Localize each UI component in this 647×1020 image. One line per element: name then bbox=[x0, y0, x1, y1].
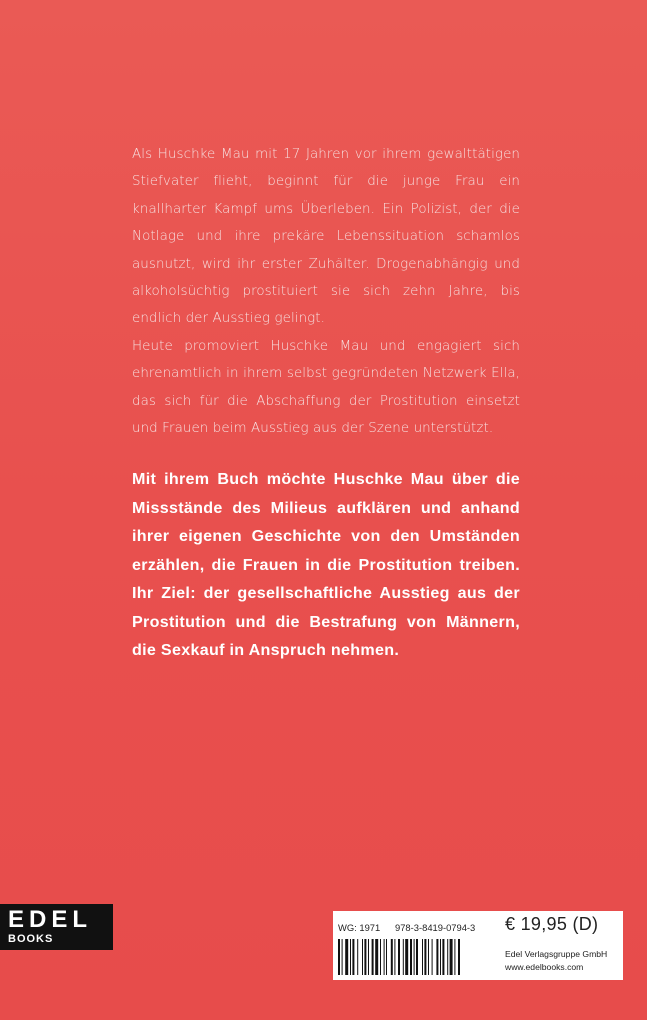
warengruppe-code: WG: 1971 bbox=[338, 922, 381, 933]
publisher-name: Edel Verlagsgruppe GmbH bbox=[505, 949, 608, 959]
barcode-bar bbox=[357, 939, 358, 975]
barcode-bar bbox=[350, 939, 351, 975]
barcode-bar bbox=[394, 939, 395, 975]
barcode-bar bbox=[386, 939, 387, 975]
barcode-bar bbox=[458, 939, 460, 975]
barcode-bar bbox=[398, 939, 400, 975]
barcode-bar bbox=[345, 939, 348, 975]
logo-line-books: BOOKS bbox=[8, 933, 54, 945]
barcode-graphic bbox=[338, 939, 496, 975]
barcode-bar bbox=[414, 939, 415, 975]
blurb-paragraph-1: Als Huschke Mau mit 17 Jahren vor ihrem gewalttätigen Stiefvater flieht, beginnt für die junge Frau ein knallharter Kampf ums Überleben. Ein Polizist, der die Notlage und ihre prekäre Lebenssituation schamlos ausnutzt, wird ihr erster Zuhälter. Drogenabhängig und alkoholsüchtig prostituiert sie sich zehn Jahre, bis endlich der Ausstieg gelingt. bbox=[132, 147, 520, 327]
barcode-bar bbox=[405, 939, 408, 975]
barcode-bar bbox=[454, 939, 455, 975]
publisher-url: www.edelbooks.com bbox=[505, 962, 584, 972]
barcode-bar bbox=[428, 939, 429, 975]
logo-line-edel: EDEL bbox=[8, 906, 93, 933]
barcode-bar bbox=[450, 939, 453, 975]
barcode-bar bbox=[424, 939, 426, 975]
barcode-bar bbox=[380, 939, 381, 975]
barcode-bar bbox=[440, 939, 441, 975]
publisher-logo bbox=[0, 904, 113, 950]
barcode-bar bbox=[364, 939, 366, 975]
barcode-bar bbox=[372, 939, 374, 975]
barcode-bar bbox=[432, 939, 433, 975]
barcode-bar bbox=[416, 939, 418, 975]
barcode-bar bbox=[391, 939, 393, 975]
barcode-bar bbox=[375, 939, 378, 975]
barcode-bar bbox=[352, 939, 354, 975]
isbn: 978-3-8419-0794-3 bbox=[395, 922, 476, 933]
barcode-bar bbox=[338, 939, 340, 975]
barcode-panel bbox=[333, 911, 623, 980]
barcode-bar bbox=[368, 939, 369, 975]
barcode-bar bbox=[422, 939, 423, 975]
blurb-paragraph-2: Heute promoviert Huschke Mau und engagiert sich ehrenamtlich in ihrem selbst gegründeten Netzwerk Ella, das sich für die Abschaffung der Prostitution einsetzt und Frauen beim Ausstieg aus der Szene unterstützt. bbox=[132, 338, 520, 437]
blurb-text bbox=[132, 141, 520, 442]
barcode-bar bbox=[362, 939, 363, 975]
barcode-bar bbox=[447, 939, 448, 975]
barcode-bar bbox=[442, 939, 444, 975]
highlight-text bbox=[132, 465, 520, 665]
barcode-bar bbox=[436, 939, 438, 975]
barcode-bar bbox=[410, 939, 412, 975]
price: € 19,95 (D) bbox=[505, 914, 599, 934]
highlight-paragraph: Mit ihrem Buch möchte Huschke Mau über die Missstände des Milieus aufklären und anhand ihrer eigenen Geschichte von den Umständen erzählen, die Frauen in die Prostitution treiben. Ihr Ziel: der gesellschaftliche Ausstieg aus der Prostitution und die Bestrafung von Männern, die Sexkauf in Anspruch nehmen. bbox=[132, 470, 520, 659]
barcode-bar bbox=[342, 939, 343, 975]
barcode-bar bbox=[403, 939, 404, 975]
barcode-bar bbox=[384, 939, 385, 975]
